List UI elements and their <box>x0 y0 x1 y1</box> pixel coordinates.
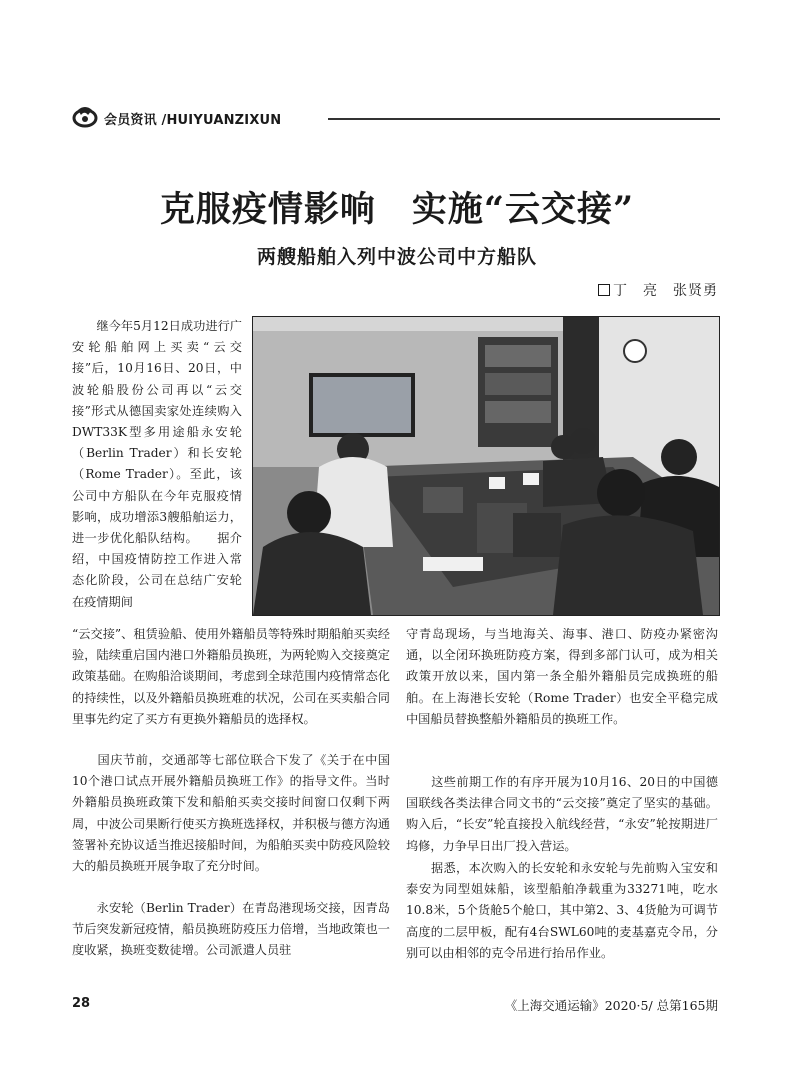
right-column-paragraph-2: 这些前期工作的有序开展为10月16、20日的中国德国联线各类法律合同文书的“云交接”奠定了坚实的基础。购入后，“长安”轮直接投入航线经营，“永安”轮按期进厂坞修，力争早日出厂投入营运。 <box>406 775 718 853</box>
byline-box-icon <box>598 284 610 296</box>
header-rule <box>328 118 720 120</box>
page-number: 28 <box>72 996 91 1011</box>
publication-info: 《上海交通运输》2020·5/ 总第165期 <box>504 998 718 1013</box>
right-column-paragraph-1: 守青岛现场，与当地海关、海事、港口、防疫办紧密沟通，以全闭环换班防疫方案，得到多部门认可，成为相关政策开放以来，国内第一条全船外籍船员完成换班的船舶。在上海港长安轮（Rome Trader）也安全平稳完成中国船员替换整船外籍船员的换班工作。 <box>406 627 718 726</box>
author-byline <box>598 280 718 300</box>
article-subtitle: 两艘船舶入列中波公司中方船队 <box>256 246 537 268</box>
intro-paragraph: 继今年5月12日成功进行广安轮船舶网上买卖“云交接”后，10月16日、20日，中波轮船股份公司再以“云交接”形式从德国卖家处连续购入DWT33K型多用途船永安轮（Berlin Trader）和长安轮（Rome Trader）。至此，该公司中方船队在今年克服疫情影响，成功增添3艘船舶运力，进一步优化船队结构。 据介绍，中国疫情防控工作进入常态化阶段，公司在总结广安轮在疫情期间 <box>72 319 242 609</box>
conference-room-image <box>253 317 719 615</box>
left-column-paragraph-2: “云交接”、租赁验船、使用外籍船员等特殊时期船舶买卖经验，陆续重启国内港口外籍船员换班，为两轮购入交接奠定政策基础。在购船洽谈期间，考虑到全球范围内疫情常态化的持续性，以及外籍船员换班难的状况，公司在买卖船合同里事先约定了买方有更换外籍船员的选择权。 <box>72 627 390 726</box>
left-column-paragraph-3: 国庆节前，交通部等七部位联合下发了《关于在中国10个港口试点开展外籍船员换班工作》的指导文件。当时外籍船员换班政策下发和船舶买卖交接时间窗口仅剩下两周，中波公司果断行使买方换班选择权，并积极与德方沟通签署补充协议适当推迟接船时间，为船舶买卖中防疫风险较大的船员换班开展争取了充分时间。 <box>72 753 390 874</box>
left-column-paragraph-4: 永安轮（Berlin Trader）在青岛港现场交接，因青岛节后突发新冠疫情，船员换班防疫压力倍增，当地政策也一度收紧，换班变数徒增。公司派遣人员驻 <box>72 901 390 958</box>
magazine-logo-icon <box>72 106 98 128</box>
section-header <box>72 106 722 130</box>
right-column-paragraph-3: 据悉，本次购入的长安轮和永安轮与先前购入宝安和泰安为同型姐妹船，该型船舶净载重为33271吨，吃水10.8米，5个货舱5个舱口，其中第2、3、4货舱为可调节高度的二层甲板，配有4台SWL60吨的麦基嘉克令吊，分别可以由相邻的克令吊进行抬吊作业。 <box>406 861 718 960</box>
author-names: 丁 亮 张贤勇 <box>613 283 718 299</box>
article-title: 克服疫情影响 实施“云交接” <box>159 189 635 230</box>
section-title: 会员资讯 /HUIYUANZIXUN <box>104 113 282 128</box>
meeting-photo <box>252 316 720 616</box>
